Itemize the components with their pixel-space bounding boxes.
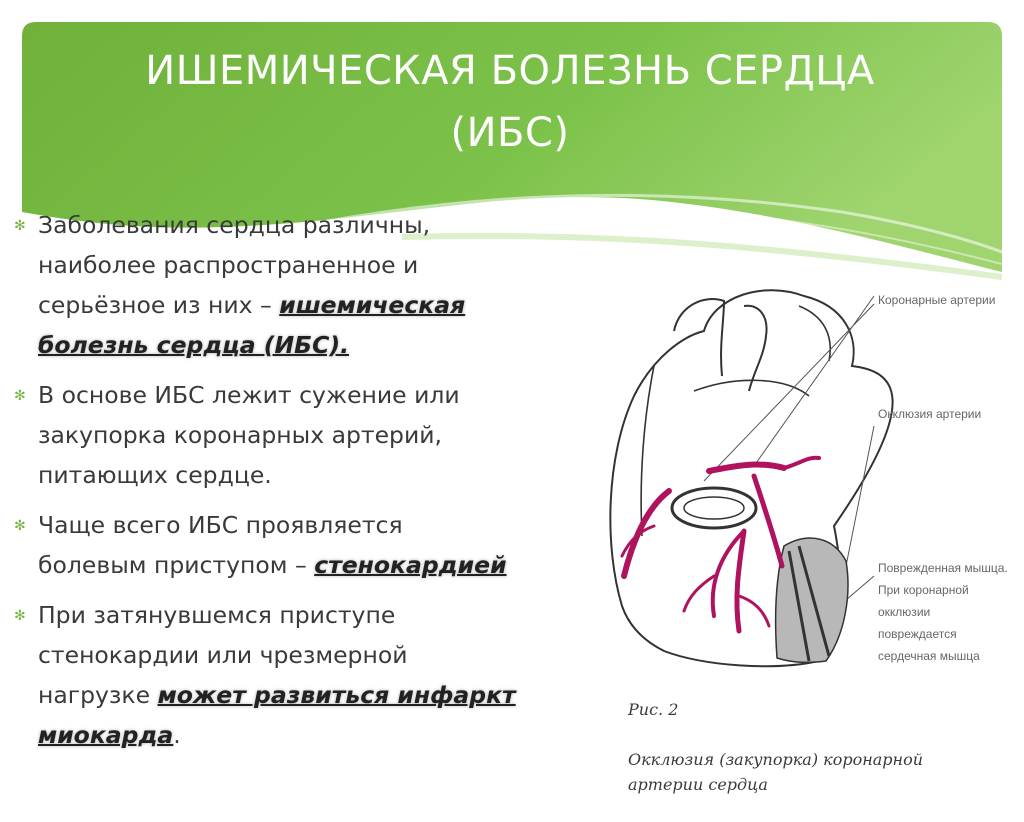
bullet-star-icon: ✻ xyxy=(14,608,26,624)
bullet-emphasis: стенокардией xyxy=(314,551,507,579)
figure-caption xyxy=(628,672,1018,822)
heart-diagram xyxy=(594,276,1014,676)
label-damage-line: сердечная мышца xyxy=(878,649,980,663)
label-damage-line: При коронарной xyxy=(878,583,969,597)
bullet-text: При затянувшемся приступе стенокардии или чрезмерной нагрузке xyxy=(38,601,408,709)
label-damage-line: повреждается xyxy=(878,627,957,641)
bullet-text: Чаще всего ИБС проявляется болевым приступом – xyxy=(38,511,403,579)
bullet-star-icon: ✻ xyxy=(14,518,26,534)
bullet-item xyxy=(14,505,614,585)
label-damage-line: окклюзии xyxy=(878,605,931,619)
bullet-text: В основе ИБС лежит сужение или закупорка коронарных артерий, питающих сердце. xyxy=(38,381,460,489)
damaged-muscle-region xyxy=(776,538,848,662)
label-occlusion: Окклюзия артерии xyxy=(878,407,982,421)
bullet-text: Заболевания сердца различны, наиболее распространенное и серьёзное из них – xyxy=(38,211,431,319)
bullet-tail: . xyxy=(173,721,181,749)
bullet-emphasis: ишемическая болезнь сердца (ИБС). xyxy=(38,291,466,359)
bullet-star-icon: ✻ xyxy=(14,388,26,404)
caption-figure-number: Рис. 2 xyxy=(628,700,679,719)
heart-outline xyxy=(610,290,892,666)
bullet-emphasis: может развиться инфаркт миокарда xyxy=(38,681,516,749)
bullet-item xyxy=(14,375,614,495)
bullet-item xyxy=(14,595,614,755)
bullet-star-icon: ✻ xyxy=(14,218,26,234)
title-line-1: ИШЕМИЧЕСКАЯ БОЛЕЗНЬ СЕРДЦА xyxy=(145,48,875,94)
title-line-2: (ИБС) xyxy=(450,110,570,156)
label-damage-line: Поврежденная мышца. xyxy=(878,561,1008,575)
page-title xyxy=(30,40,990,164)
label-coronary-arteries: Коронарные артерии xyxy=(878,293,996,307)
bullet-list xyxy=(14,205,614,765)
caption-text: Окклюзия (закупорка) коронарной артерии сердца xyxy=(628,750,924,794)
bullet-item xyxy=(14,205,614,365)
